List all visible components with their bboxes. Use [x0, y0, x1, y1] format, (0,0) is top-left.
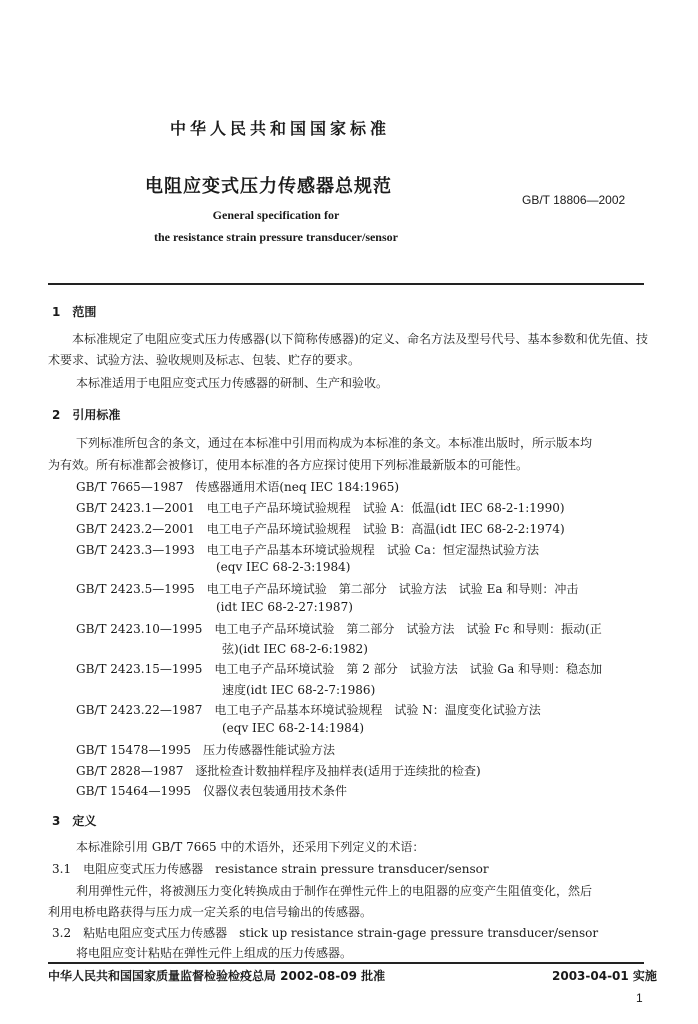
section-1-heading: 1 范围	[52, 305, 97, 319]
reference-item: GB/T 2423.3—1993 电工电子产品基本环境试验规程 试验 Ca：恒定湿热试验方法	[76, 543, 539, 557]
reference-item-continuation: 速度(idt IEC 68-2-7:1986)	[222, 683, 376, 697]
page-number: 1	[636, 991, 643, 1005]
english-title-line1: General specification for	[212, 208, 340, 222]
reference-item: GB/T 2423.10—1995 电工电子产品环境试验 第二部分 试验方法 试验 Fc 和导则：振动(正	[76, 622, 602, 636]
reference-item: GB/T 2423.22—1987 电工电子产品基本环境试验规程 试验 N：温度变化试验方法	[76, 703, 541, 717]
definition-3-1-line-2: 利用电桥电路获得与压力成一定关系的电信号输出的传感器。	[48, 905, 373, 919]
section-2-heading: 2 引用标准	[52, 408, 121, 422]
national-standard-heading: 中华人民共和国国家标准	[169, 119, 390, 138]
approval-line: 中华人民共和国国家质量监督检验检疫总局 2002-08-09 批准	[48, 969, 386, 983]
reference-item-continuation: 弦)(idt IEC 68-2-6:1982)	[222, 642, 368, 656]
section-1-para-1: 本标准规定了电阻应变式压力传感器(以下简称传感器)的定义、命名方法及型号代号、基本参数和优先值、技术要求、试验方法、验收规则及标志、包装、贮存的要求。	[48, 332, 648, 367]
section-3-intro: 本标准除引用 GB/T 7665 中的术语外，还采用下列定义的术语：	[76, 840, 425, 854]
header-divider	[48, 283, 644, 285]
reference-item: GB/T 2828—1987 逐批检查计数抽样程序及抽样表(适用于连续批的检查)	[76, 764, 481, 778]
definition-3-1-line-1: 利用弹性元件，将被测压力变化转换成由于制作在弹性元件上的电阻器的应变产生阻值变化，然后	[76, 884, 593, 898]
definition-3-2-term: 3.2 粘贴电阻应变式压力传感器 stick up resistance strain-gage pressure transducer/sensor	[52, 926, 599, 940]
document-title: 电阻应变式压力传感器总规范	[145, 176, 392, 197]
footer-divider	[48, 962, 644, 964]
reference-item: GB/T 2423.1—2001 电工电子产品环境试验规程 试验 A：低温(idt IEC 68-2-1:1990)	[76, 501, 565, 515]
reference-item-continuation: (idt IEC 68-2-27:1987)	[216, 600, 353, 614]
reference-item: GB/T 2423.5—1995 电工电子产品环境试验 第二部分 试验方法 试验 Ea 和导则：冲击	[76, 582, 579, 596]
reference-item-continuation: (eqv IEC 68-2-3:1984)	[216, 560, 351, 574]
english-title-line2: the resistance strain pressure transducer/sensor	[154, 230, 398, 244]
definition-3-1-term: 3.1 电阻应变式压力传感器 resistance strain pressure transducer/sensor	[52, 862, 489, 876]
section-3-heading: 3 定义	[52, 814, 97, 828]
reference-item: GB/T 15478—1995 压力传感器性能试验方法	[76, 743, 335, 757]
reference-item: GB/T 15464—1995 仪器仪表包装通用技术条件	[76, 784, 347, 798]
section-2-intro-line-2: 为有效。所有标准都会被修订，使用本标准的各方应探讨使用下列标准最新版本的可能性。	[48, 458, 529, 472]
standard-number: GB/T 18806—2002	[522, 193, 626, 207]
reference-item: GB/T 2423.15—1995 电工电子产品环境试验 第 2 部分 试验方法 试验 Ga 和导则：稳态加	[76, 662, 603, 676]
reference-item: GB/T 2423.2—2001 电工电子产品环境试验规程 试验 B：高温(idt IEC 68-2-2:1974)	[76, 522, 565, 536]
reference-item-continuation: (eqv IEC 68-2-14:1984)	[222, 721, 365, 735]
implementation-date: 2003-04-01 实施	[552, 969, 657, 983]
reference-item: GB/T 7665—1987 传感器通用术语(neq IEC 184:1965)	[76, 480, 400, 494]
section-2-intro-line-1: 下列标准所包含的条文，通过在本标准中引用而构成为本标准的条文。本标准出版时，所示版本均	[76, 436, 593, 450]
definition-3-2-line-1: 将电阻应变计粘贴在弹性元件上组成的压力传感器。	[76, 946, 353, 960]
section-1-para-2: 本标准适用于电阻应变式压力传感器的研制、生产和验收。	[76, 376, 389, 390]
